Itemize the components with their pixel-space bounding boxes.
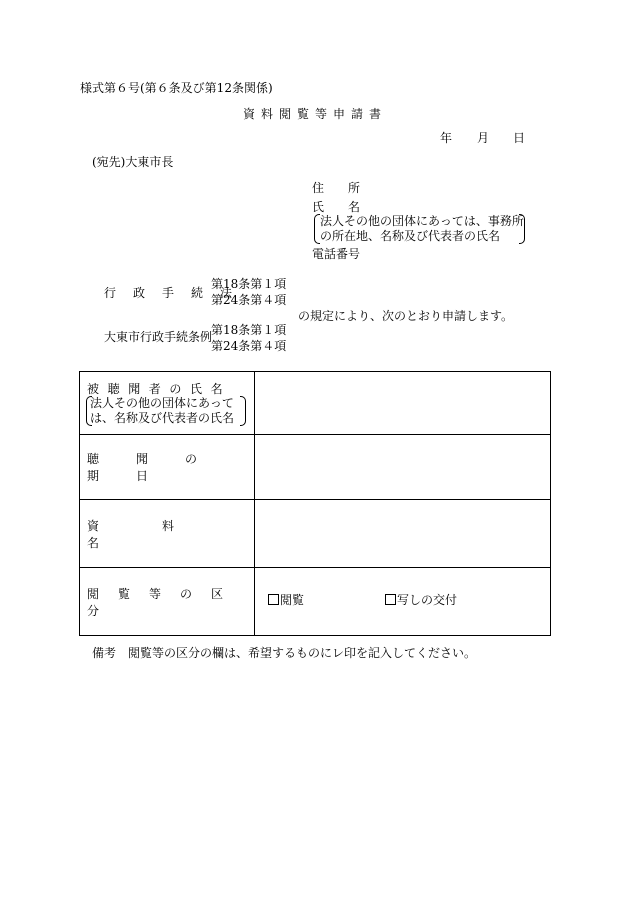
hearing-date-label: 聴聞の期日 <box>87 452 235 483</box>
law1-name: 行政手続法 <box>104 286 250 300</box>
law2-name: 大東市行政手続条例 <box>104 330 213 344</box>
option-viewing-label: 閲覧 <box>280 593 305 607</box>
option-copy-checkbox[interactable] <box>385 594 396 605</box>
remarks-note: 備考 閲覧等の区分の欄は、希望するものにレ印を記入してください。 <box>92 646 477 660</box>
document-name-value-cell[interactable] <box>255 500 551 568</box>
date-day: 日 <box>513 131 526 145</box>
law2-clause2: 第24条第４項 <box>211 339 287 353</box>
table-row-document-name <box>80 500 551 568</box>
law1-clause1: 第18条第１項 <box>211 277 287 291</box>
applicant-name-label <box>87 380 246 397</box>
form-number: 様式第６号(第６条及び第12条関係) <box>80 81 273 95</box>
applicant-note-line2: の所在地、名称及び代表者の氏名 <box>320 229 501 243</box>
law1-clause2: 第24条第４項 <box>211 293 287 307</box>
application-table <box>79 371 551 636</box>
option-viewing[interactable] <box>268 594 304 606</box>
addressee: (宛先)大東市長 <box>92 155 174 169</box>
applicant-name-label-text: 被聴聞者の氏名 <box>87 382 232 396</box>
table-row-hearing-date <box>80 435 551 500</box>
document-name-label-cell <box>80 500 255 568</box>
hearing-date-label-cell <box>80 435 255 500</box>
table-row-applicant <box>80 372 551 435</box>
table-bracket-right <box>240 396 246 426</box>
option-viewing-checkbox[interactable] <box>268 594 279 605</box>
applicant-table-note-bracket <box>86 396 246 426</box>
name-label: 氏名 <box>312 200 385 214</box>
viewing-type-options-cell <box>255 568 551 636</box>
table-row-viewing-type <box>80 568 551 636</box>
table-note-line2: は、名称及び代表者の氏名 <box>90 411 235 425</box>
applicant-note-bracket <box>314 214 525 244</box>
phone-label: 電話番号 <box>312 247 361 261</box>
hearing-date-value-cell[interactable] <box>255 435 551 500</box>
viewing-type-label-cell <box>80 568 255 636</box>
form-title: 資料閲覧等申請書 <box>243 107 388 121</box>
table-note-line1: 法人その他の団体にあって <box>90 396 234 410</box>
law2-clause1: 第18条第１項 <box>211 323 287 337</box>
date-month: 月 <box>477 131 490 145</box>
applicant-name-value-cell[interactable] <box>255 372 551 435</box>
applicant-name-label-cell <box>80 372 255 435</box>
legal-statement: の規定により、次のとおり申請します。 <box>298 309 514 323</box>
applicant-note-line1: 法人その他の団体にあっては、事務所 <box>320 214 524 228</box>
address-label-text: 住所 <box>312 181 385 195</box>
address-label <box>312 181 385 195</box>
viewing-type-label: 閲覧等の区分 <box>87 586 243 618</box>
option-copy[interactable] <box>385 594 457 606</box>
option-copy-label: 写しの交付 <box>397 593 458 607</box>
date-year: 年 <box>440 131 453 145</box>
document-name-label: 資料名 <box>87 518 238 550</box>
